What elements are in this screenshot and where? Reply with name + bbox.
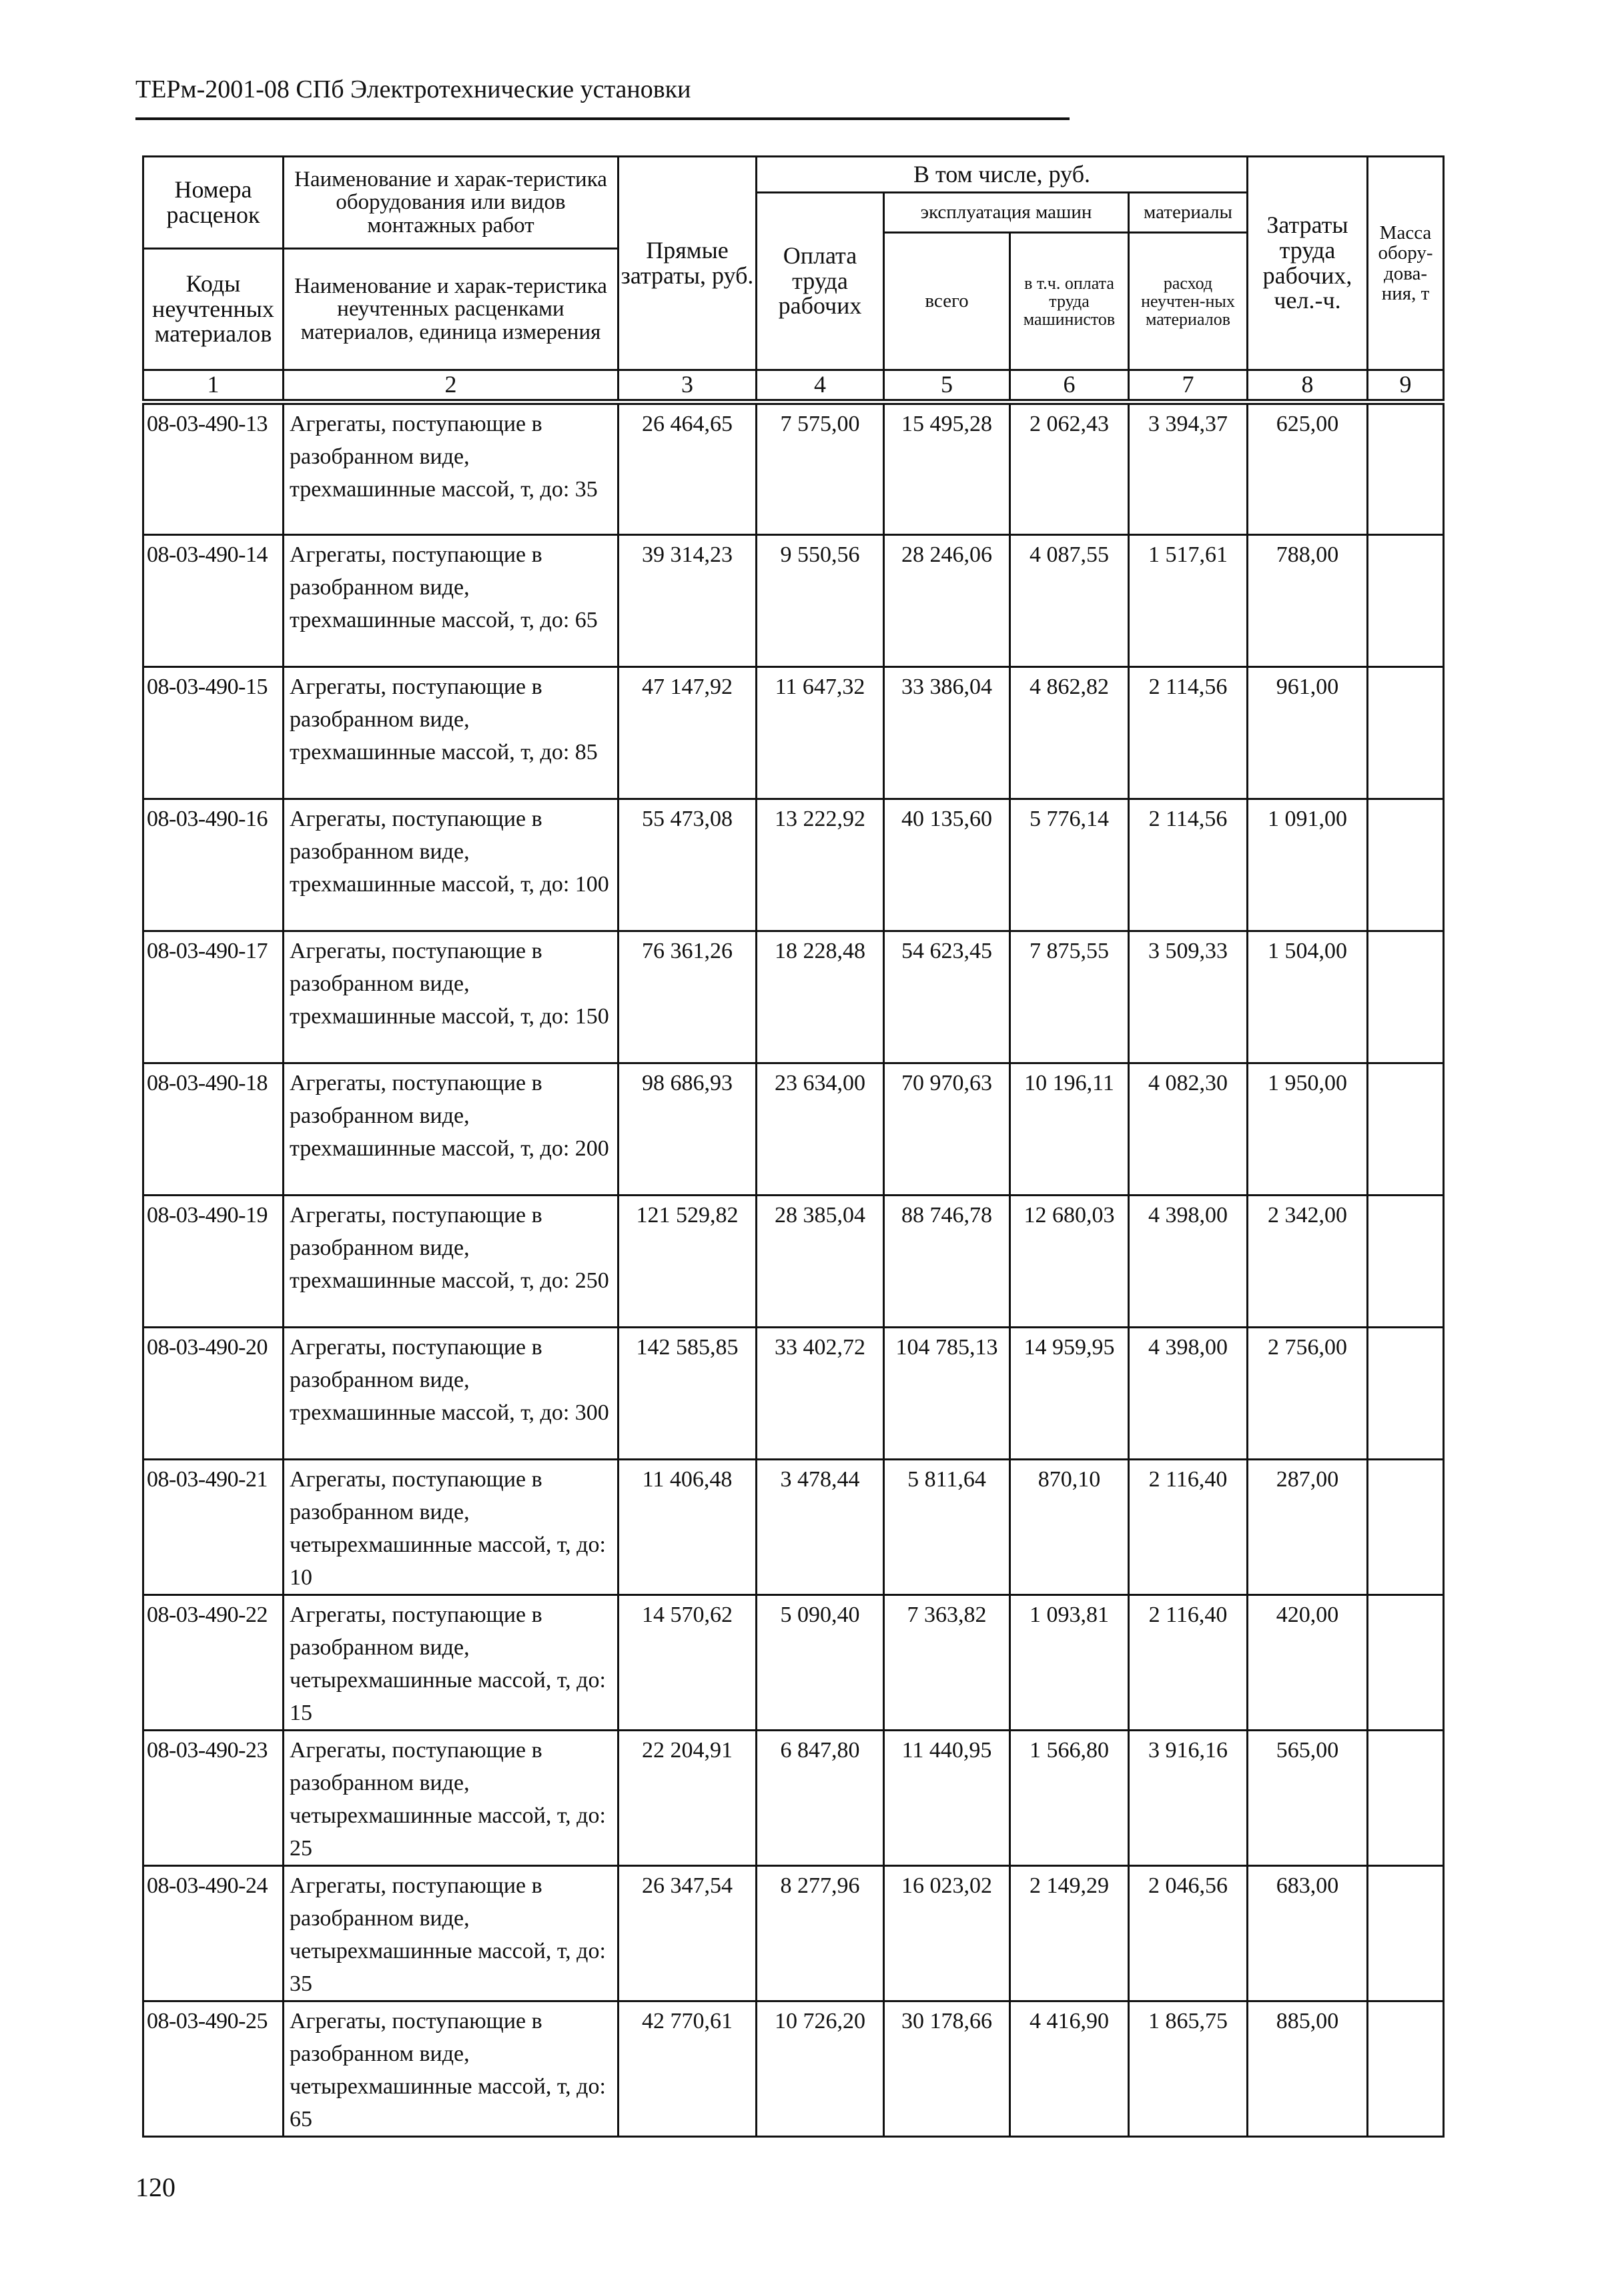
row-code: 08-03-490-21 bbox=[143, 1460, 284, 1595]
row-code: 08-03-490-22 bbox=[143, 1595, 284, 1731]
header-labor-pay: Оплата труда рабочих bbox=[757, 193, 884, 370]
row-labor-pay: 10 726,20 bbox=[757, 2001, 884, 2137]
header-material-codes: Коды неучтенных материалов bbox=[143, 249, 284, 370]
row-name: Агрегаты, поступающие в разобранном виде, трехмашинные массой, т, до: 200 bbox=[284, 1063, 619, 1196]
table-row bbox=[143, 1866, 1444, 2001]
header-materials: материалы bbox=[1129, 193, 1248, 233]
table-row bbox=[143, 799, 1444, 931]
row-code: 08-03-490-20 bbox=[143, 1328, 284, 1460]
row-labor-hours: 885,00 bbox=[1248, 2001, 1368, 2137]
column-number: 9 bbox=[1368, 370, 1444, 400]
row-machines-total: 88 746,78 bbox=[884, 1196, 1010, 1328]
row-mass bbox=[1368, 1460, 1444, 1595]
row-materials: 4 398,00 bbox=[1129, 1196, 1248, 1328]
table-row bbox=[143, 535, 1444, 667]
row-machinists-pay: 10 196,11 bbox=[1010, 1063, 1129, 1196]
table-row bbox=[143, 2001, 1444, 2137]
row-labor-pay: 6 847,80 bbox=[757, 1731, 884, 1866]
column-number: 7 bbox=[1129, 370, 1248, 400]
rates-table bbox=[142, 403, 1445, 2138]
row-direct-costs: 142 585,85 bbox=[619, 1328, 757, 1460]
row-labor-pay: 7 575,00 bbox=[757, 404, 884, 535]
row-machinists-pay: 7 875,55 bbox=[1010, 931, 1129, 1063]
row-labor-hours: 2 756,00 bbox=[1248, 1328, 1368, 1460]
table-row bbox=[143, 404, 1444, 535]
header-column-numbers bbox=[143, 370, 1444, 400]
row-direct-costs: 47 147,92 bbox=[619, 667, 757, 799]
row-code: 08-03-490-24 bbox=[143, 1866, 284, 2001]
row-mass bbox=[1368, 1328, 1444, 1460]
row-labor-hours: 1 091,00 bbox=[1248, 799, 1368, 931]
table-header bbox=[142, 155, 1445, 401]
row-mass bbox=[1368, 931, 1444, 1063]
row-name: Агрегаты, поступающие в разобранном виде, трехмашинные массой, т, до: 300 bbox=[284, 1328, 619, 1460]
header-machinists-pay: в т.ч. оплата труда машинистов bbox=[1010, 233, 1129, 370]
row-mass bbox=[1368, 667, 1444, 799]
row-direct-costs: 42 770,61 bbox=[619, 2001, 757, 2137]
row-machinists-pay: 5 776,14 bbox=[1010, 799, 1129, 931]
row-machinists-pay: 1 566,80 bbox=[1010, 1731, 1129, 1866]
row-code: 08-03-490-18 bbox=[143, 1063, 284, 1196]
row-direct-costs: 98 686,93 bbox=[619, 1063, 757, 1196]
row-name: Агрегаты, поступающие в разобранном виде, трехмашинные массой, т, до: 100 bbox=[284, 799, 619, 931]
header-unaccounted-materials: расход неучтен-ных материалов bbox=[1129, 233, 1248, 370]
row-machinists-pay: 14 959,95 bbox=[1010, 1328, 1129, 1460]
row-mass bbox=[1368, 1866, 1444, 2001]
row-direct-costs: 26 464,65 bbox=[619, 404, 757, 535]
row-labor-hours: 287,00 bbox=[1248, 1460, 1368, 1595]
page-number: 120 bbox=[135, 2172, 175, 2202]
row-labor-pay: 9 550,56 bbox=[757, 535, 884, 667]
header-rule bbox=[135, 117, 1070, 120]
row-labor-pay: 33 402,72 bbox=[757, 1328, 884, 1460]
row-machines-total: 104 785,13 bbox=[884, 1328, 1010, 1460]
row-machines-total: 30 178,66 bbox=[884, 2001, 1010, 2137]
row-name: Агрегаты, поступающие в разобранном виде, четырехмашинные массой, т, до: 10 bbox=[284, 1460, 619, 1595]
row-code: 08-03-490-23 bbox=[143, 1731, 284, 1866]
table-row bbox=[143, 1063, 1444, 1196]
row-labor-hours: 565,00 bbox=[1248, 1731, 1368, 1866]
row-labor-pay: 8 277,96 bbox=[757, 1866, 884, 2001]
row-mass bbox=[1368, 799, 1444, 931]
row-materials: 2 114,56 bbox=[1129, 799, 1248, 931]
row-code: 08-03-490-17 bbox=[143, 931, 284, 1063]
row-materials: 2 114,56 bbox=[1129, 667, 1248, 799]
row-labor-pay: 18 228,48 bbox=[757, 931, 884, 1063]
table-row bbox=[143, 667, 1444, 799]
row-machinists-pay: 4 087,55 bbox=[1010, 535, 1129, 667]
row-materials: 1 517,61 bbox=[1129, 535, 1248, 667]
row-machinists-pay: 12 680,03 bbox=[1010, 1196, 1129, 1328]
row-mass bbox=[1368, 535, 1444, 667]
row-machines-total: 11 440,95 bbox=[884, 1731, 1010, 1866]
row-direct-costs: 22 204,91 bbox=[619, 1731, 757, 1866]
row-mass bbox=[1368, 1595, 1444, 1731]
row-machinists-pay: 4 862,82 bbox=[1010, 667, 1129, 799]
row-materials: 2 116,40 bbox=[1129, 1595, 1248, 1731]
row-direct-costs: 14 570,62 bbox=[619, 1595, 757, 1731]
table-row bbox=[143, 1196, 1444, 1328]
header-work-name: Наименование и харак-теристика оборудования или видов монтажных работ bbox=[284, 157, 619, 249]
row-machines-total: 15 495,28 bbox=[884, 404, 1010, 535]
column-number: 3 bbox=[619, 370, 757, 400]
row-machines-total: 70 970,63 bbox=[884, 1063, 1010, 1196]
row-labor-hours: 1 950,00 bbox=[1248, 1063, 1368, 1196]
row-labor-hours: 420,00 bbox=[1248, 1595, 1368, 1731]
column-number: 1 bbox=[143, 370, 284, 400]
row-mass bbox=[1368, 1196, 1444, 1328]
row-machines-total: 16 023,02 bbox=[884, 1866, 1010, 2001]
row-direct-costs: 11 406,48 bbox=[619, 1460, 757, 1595]
row-machinists-pay: 4 416,90 bbox=[1010, 2001, 1129, 2137]
column-number: 2 bbox=[284, 370, 619, 400]
table-row bbox=[143, 1731, 1444, 1866]
row-direct-costs: 39 314,23 bbox=[619, 535, 757, 667]
row-direct-costs: 121 529,82 bbox=[619, 1196, 757, 1328]
row-name: Агрегаты, поступающие в разобранном виде, трехмашинные массой, т, до: 150 bbox=[284, 931, 619, 1063]
row-mass bbox=[1368, 1063, 1444, 1196]
row-materials: 1 865,75 bbox=[1129, 2001, 1248, 2137]
row-code: 08-03-490-16 bbox=[143, 799, 284, 931]
header-direct-costs: Прямые затраты, руб. bbox=[619, 157, 757, 370]
row-labor-pay: 13 222,92 bbox=[757, 799, 884, 931]
row-labor-pay: 23 634,00 bbox=[757, 1063, 884, 1196]
row-labor-hours: 683,00 bbox=[1248, 1866, 1368, 2001]
table-row bbox=[143, 1328, 1444, 1460]
table-row bbox=[143, 1460, 1444, 1595]
row-name: Агрегаты, поступающие в разобранном виде, трехмашинные массой, т, до: 65 bbox=[284, 535, 619, 667]
row-labor-hours: 2 342,00 bbox=[1248, 1196, 1368, 1328]
row-name: Агрегаты, поступающие в разобранном виде, четырехмашинные массой, т, до: 25 bbox=[284, 1731, 619, 1866]
row-labor-hours: 625,00 bbox=[1248, 404, 1368, 535]
row-code: 08-03-490-25 bbox=[143, 2001, 284, 2137]
column-number: 4 bbox=[757, 370, 884, 400]
row-labor-hours: 788,00 bbox=[1248, 535, 1368, 667]
row-labor-pay: 28 385,04 bbox=[757, 1196, 884, 1328]
row-name: Агрегаты, поступающие в разобранном виде, четырехмашинные массой, т, до: 15 bbox=[284, 1595, 619, 1731]
header-machines: эксплуатация машин bbox=[884, 193, 1129, 233]
row-labor-pay: 5 090,40 bbox=[757, 1595, 884, 1731]
row-materials: 3 916,16 bbox=[1129, 1731, 1248, 1866]
column-number: 8 bbox=[1248, 370, 1368, 400]
header-rate-numbers: Номера расценок bbox=[143, 157, 284, 249]
row-machines-total: 54 623,45 bbox=[884, 931, 1010, 1063]
row-direct-costs: 55 473,08 bbox=[619, 799, 757, 931]
row-machinists-pay: 2 149,29 bbox=[1010, 1866, 1129, 2001]
row-machinists-pay: 1 093,81 bbox=[1010, 1595, 1129, 1731]
row-code: 08-03-490-19 bbox=[143, 1196, 284, 1328]
row-materials: 2 116,40 bbox=[1129, 1460, 1248, 1595]
row-code: 08-03-490-15 bbox=[143, 667, 284, 799]
row-materials: 3 509,33 bbox=[1129, 931, 1248, 1063]
row-name: Агрегаты, поступающие в разобранном виде, четырехмашинные массой, т, до: 35 bbox=[284, 1866, 619, 2001]
header-labor-hours: Затраты труда рабочих, чел.-ч. bbox=[1248, 157, 1368, 370]
row-machines-total: 40 135,60 bbox=[884, 799, 1010, 931]
row-direct-costs: 76 361,26 bbox=[619, 931, 757, 1063]
column-number: 5 bbox=[884, 370, 1010, 400]
row-code: 08-03-490-14 bbox=[143, 535, 284, 667]
row-machinists-pay: 2 062,43 bbox=[1010, 404, 1129, 535]
row-labor-hours: 1 504,00 bbox=[1248, 931, 1368, 1063]
row-name: Агрегаты, поступающие в разобранном виде, трехмашинные массой, т, до: 35 bbox=[284, 404, 619, 535]
row-materials: 2 046,56 bbox=[1129, 1866, 1248, 2001]
row-labor-pay: 11 647,32 bbox=[757, 667, 884, 799]
header-machines-total: всего bbox=[884, 233, 1010, 370]
row-code: 08-03-490-13 bbox=[143, 404, 284, 535]
column-number: 6 bbox=[1010, 370, 1129, 400]
row-name: Агрегаты, поступающие в разобранном виде, трехмашинные массой, т, до: 85 bbox=[284, 667, 619, 799]
row-machines-total: 7 363,82 bbox=[884, 1595, 1010, 1731]
header-including: В том числе, руб. bbox=[757, 157, 1248, 193]
row-name: Агрегаты, поступающие в разобранном виде, трехмашинные массой, т, до: 250 bbox=[284, 1196, 619, 1328]
row-direct-costs: 26 347,54 bbox=[619, 1866, 757, 2001]
row-labor-pay: 3 478,44 bbox=[757, 1460, 884, 1595]
header-material-name: Наименование и харак-теристика неучтенных расценками материалов, единица измерения bbox=[284, 249, 619, 370]
row-mass bbox=[1368, 404, 1444, 535]
row-materials: 3 394,37 bbox=[1129, 404, 1248, 535]
row-labor-hours: 961,00 bbox=[1248, 667, 1368, 799]
page-header-title: ТЕРм-2001-08 СПб Электротехнические установки bbox=[135, 75, 691, 103]
row-machines-total: 28 246,06 bbox=[884, 535, 1010, 667]
row-machines-total: 5 811,64 bbox=[884, 1460, 1010, 1595]
row-materials: 4 082,30 bbox=[1129, 1063, 1248, 1196]
table-row bbox=[143, 931, 1444, 1063]
row-materials: 4 398,00 bbox=[1129, 1328, 1248, 1460]
header-equipment-mass: Масса обору-дова-ния, т bbox=[1368, 157, 1444, 370]
table-row bbox=[143, 1595, 1444, 1731]
row-mass bbox=[1368, 2001, 1444, 2137]
row-name: Агрегаты, поступающие в разобранном виде, четырехмашинные массой, т, до: 65 bbox=[284, 2001, 619, 2137]
row-machines-total: 33 386,04 bbox=[884, 667, 1010, 799]
row-machinists-pay: 870,10 bbox=[1010, 1460, 1129, 1595]
row-mass bbox=[1368, 1731, 1444, 1866]
